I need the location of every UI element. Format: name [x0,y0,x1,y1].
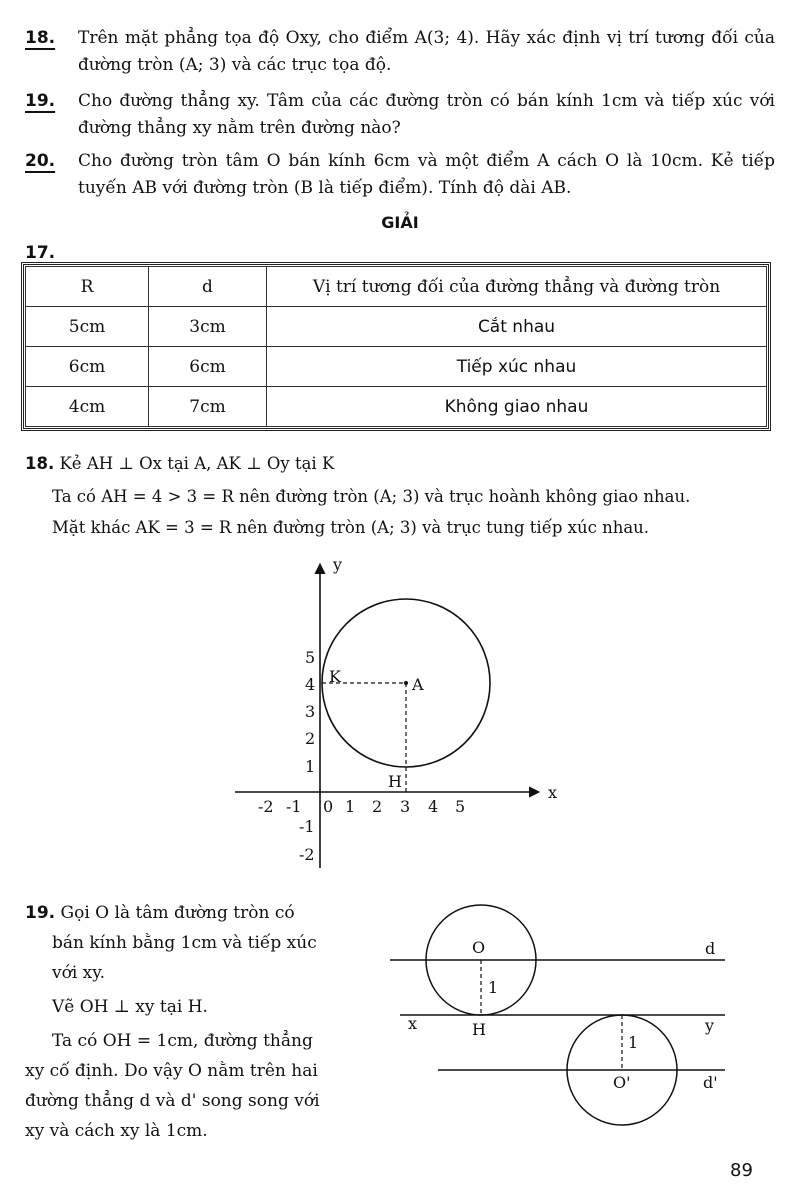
solution-18-line2: Ta có AH = 4 > 3 = R nên đường tròn (A; 3) và trục hoành không giao nhau. [52,487,691,506]
solution-19-p1c: với xy. [52,963,106,983]
solution-19-p3b: xy cố định. Do vậy O nằm trên hai [25,1061,318,1081]
y-tick: 3 [305,702,316,721]
cell-position: Tiếp xúc nhau [267,347,767,387]
cell-d: 7cm [149,387,267,427]
problem-text: Cho đường thẳng xy. Tâm của các đường tròn có bán kính 1cm và tiếp xúc với đường thẳng xy nằm trên đường nào? [78,91,775,138]
solution-19-p3c: đường thẳng d và d' song song với [25,1091,320,1111]
y-tick: -1 [299,817,315,836]
y-tick: 5 [305,648,316,667]
problem-20 [25,148,775,202]
solution-19-p3d: xy và cách xy là 1cm. [25,1121,208,1141]
cell-d: 6cm [149,347,267,387]
problem-text: Cho đường tròn tâm O bán kính 6cm và một điểm A cách O là 10cm. Kẻ tiếp tuyến AB với đường tròn (B là tiếp điểm). Tính độ dài AB. [78,151,775,198]
x-tick: 3 [400,797,411,816]
figure-18 [0,550,800,880]
solution-19-p1b: bán kính bằng 1cm và tiếp xúc [52,933,317,953]
distance-label: 1 [488,978,499,997]
table-row [26,387,767,427]
table-row [26,347,767,387]
distance-label: 1 [628,1033,639,1052]
table-row [26,307,767,347]
point-o-prime-label: O' [613,1073,631,1092]
solution-17-label: 17. [25,243,56,263]
header-position: Vị trí tương đối của đường thẳng và đường tròn [267,267,767,307]
solution-19-p2: Vẽ OH ⊥ xy tại H. [52,997,208,1017]
solution-19-p1a: Gọi O là tâm đường tròn có [60,903,295,923]
point-a-dot [404,681,408,685]
table-header-row [26,267,767,307]
solution-18-line1 [25,452,334,476]
x-tick: 1 [345,797,356,816]
solution-19 [25,898,337,1146]
x-tick: 2 [372,797,383,816]
x-axis-label: x [548,783,558,802]
solution-19-number: 19. [25,903,56,923]
point-h-label: H [472,1020,486,1039]
cell-position: Cắt nhau [267,307,767,347]
cell-position: Không giao nhau [267,387,767,427]
y-label: y [705,1016,715,1035]
cell-d: 3cm [149,307,267,347]
page-number: 89 [730,1160,753,1181]
line-d-label: d [705,939,716,958]
header-d: d [149,267,267,307]
problem-19 [25,88,775,142]
origin-label: 0 [323,797,334,816]
solution-18-line3: Mặt khác AK = 3 = R nên đường tròn (A; 3) và trục tung tiếp xúc nhau. [52,518,650,537]
solution-18-line1-text: Kẻ AH ⊥ Ox tại A, AK ⊥ Oy tại K [59,454,335,473]
cell-r: 6cm [26,347,149,387]
point-a-label: A [412,675,424,694]
header-r: R [26,267,149,307]
y-tick: 4 [305,675,316,694]
x-tick: 5 [455,797,466,816]
solution-18-number: 18. [25,454,55,473]
line-d-prime-label: d' [703,1073,718,1092]
problem-18 [25,25,775,79]
y-axis-label: y [333,555,343,574]
point-h-label: H [388,772,402,791]
problem-number: 19. [25,91,56,111]
figure-19 [380,895,740,1140]
problem-text: Trên mặt phẳng tọa độ Oxy, cho điểm A(3; 4). Hãy xác định vị trí tương đối của đường tròn (A; 3) và các trục tọa độ. [78,28,775,75]
solution-title: GIẢI [381,213,419,232]
x-label: x [408,1014,418,1033]
x-tick: 4 [428,797,439,816]
x-tick: -1 [286,797,302,816]
x-tick: -2 [258,797,274,816]
y-tick: 2 [305,729,316,748]
solution-17-table [25,266,767,427]
point-k-label: K [329,667,341,686]
solution-19-p3a: Ta có OH = 1cm, đường thẳng [52,1031,313,1051]
cell-r: 5cm [26,307,149,347]
y-tick: -2 [299,845,315,864]
problem-number: 20. [25,151,56,171]
cell-r: 4cm [26,387,149,427]
point-o-label: O [472,938,486,957]
y-tick: 1 [305,757,316,776]
problem-number: 18. [25,28,56,48]
